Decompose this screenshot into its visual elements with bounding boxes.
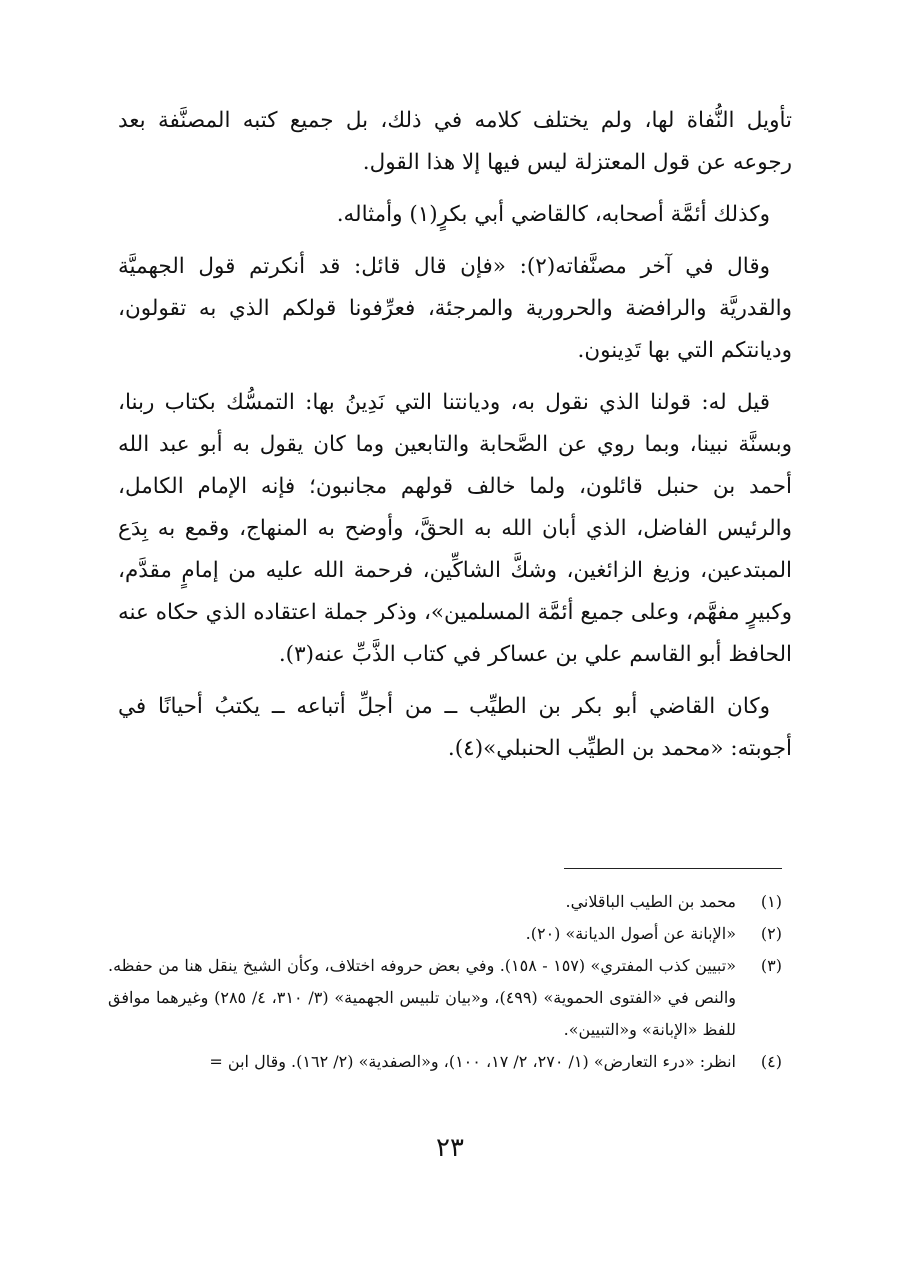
footnote-number: (٤): [760, 1052, 782, 1071]
footnote: [108, 918, 782, 950]
footnote-number: (٢): [760, 924, 782, 943]
paragraph: تأويل النُّفاة لها، ولم يختلف كلامه في ذلك، بل جميع كتبه المصنَّفة بعد رجوعه عن قول المعتزلة ليس فيها إلا هذا القول.: [118, 108, 792, 175]
page-content: [118, 100, 792, 770]
footnote-text: محمد بن الطيب الباقلاني.: [565, 892, 736, 911]
paragraph: وقال في آخر مصنَّفاته(٢): «فإن قال قائل: قد أنكرتم قول الجهميَّة والقدريَّة والرافضة والحرورية والمرجئة، فعرِّفونا قولكم الذي به تقولون، وديانتكم التي بها تَدِينون.: [118, 254, 792, 363]
footnote-number: (١): [760, 892, 782, 911]
footnote-number: (٣): [760, 956, 782, 975]
footnote-text: انظر: «درء التعارض» (١/ ٢٧٠، ٢/ ١٧، ١٠٠)، و«الصفدية» (٢/ ١٦٢). وقال ابن =: [209, 1052, 736, 1071]
footnote-separator: [564, 868, 782, 869]
footnote: [108, 886, 782, 918]
paragraph: وكذلك أئمَّة أصحابه، كالقاضي أبي بكرٍ(١) وأمثاله.: [336, 202, 770, 227]
footnote-text: «تبيين كذب المفتري» (١٥٧ - ١٥٨). وفي بعض حروفه اختلاف، وكأن الشيخ ينقل هنا من حفظه. والنص في «الفتوى الحموية» (٤٩٩)، و«بيان تلبيس الجهمية» (٣/ ٣١٠، ٤/ ٢٨٥) وغيرهما موافق للفظ «الإبانة» و«التبيين».: [108, 956, 737, 1039]
paragraph: قيل له: قولنا الذي نقول به، وديانتنا التي نَدِينُ بها: التمسُّك بكتاب ربنا، وبسنَّة نبينا، وبما روي عن الصَّحابة والتابعين وما كان يقول به أبو عبد الله أحمد بن حنبل قائلون، ولما خالف قولهم مجانبون؛ فإنه الإمام الكامل، والرئيس الفاضل، الذي أبان الله به الحقَّ، وأوضح به المنهاج، وقمع به بِدَع المبتدعين، وزيغ الزائغين، وشكَّ الشاكِّين، فرحمة الله عليه من إمامٍ مقدَّم، وكبيرٍ مفهَّم، وعلى جميع أئمَّة المسلمين»، وذكر جملة اعتقاده الذي حكاه عنه الحافظ أبو القاسم علي بن عساكر في كتاب الذَّبِّ عنه(٣).: [118, 390, 792, 667]
footnotes: [108, 886, 782, 1078]
footnote: [108, 950, 782, 1046]
footnote-text: «الإبانة عن أصول الديانة» (٢٠).: [525, 924, 736, 943]
footnote: [108, 1046, 782, 1078]
body-text: [118, 100, 792, 770]
paragraph: وكان القاضي أبو بكر بن الطيِّب ــ من أجلِّ أتباعه ــ يكتبُ أحيانًا في أجوبته: «محمد بن الطيِّب الحنبلي»(٤).: [118, 694, 792, 761]
page-number: ٢٣: [436, 1133, 464, 1163]
